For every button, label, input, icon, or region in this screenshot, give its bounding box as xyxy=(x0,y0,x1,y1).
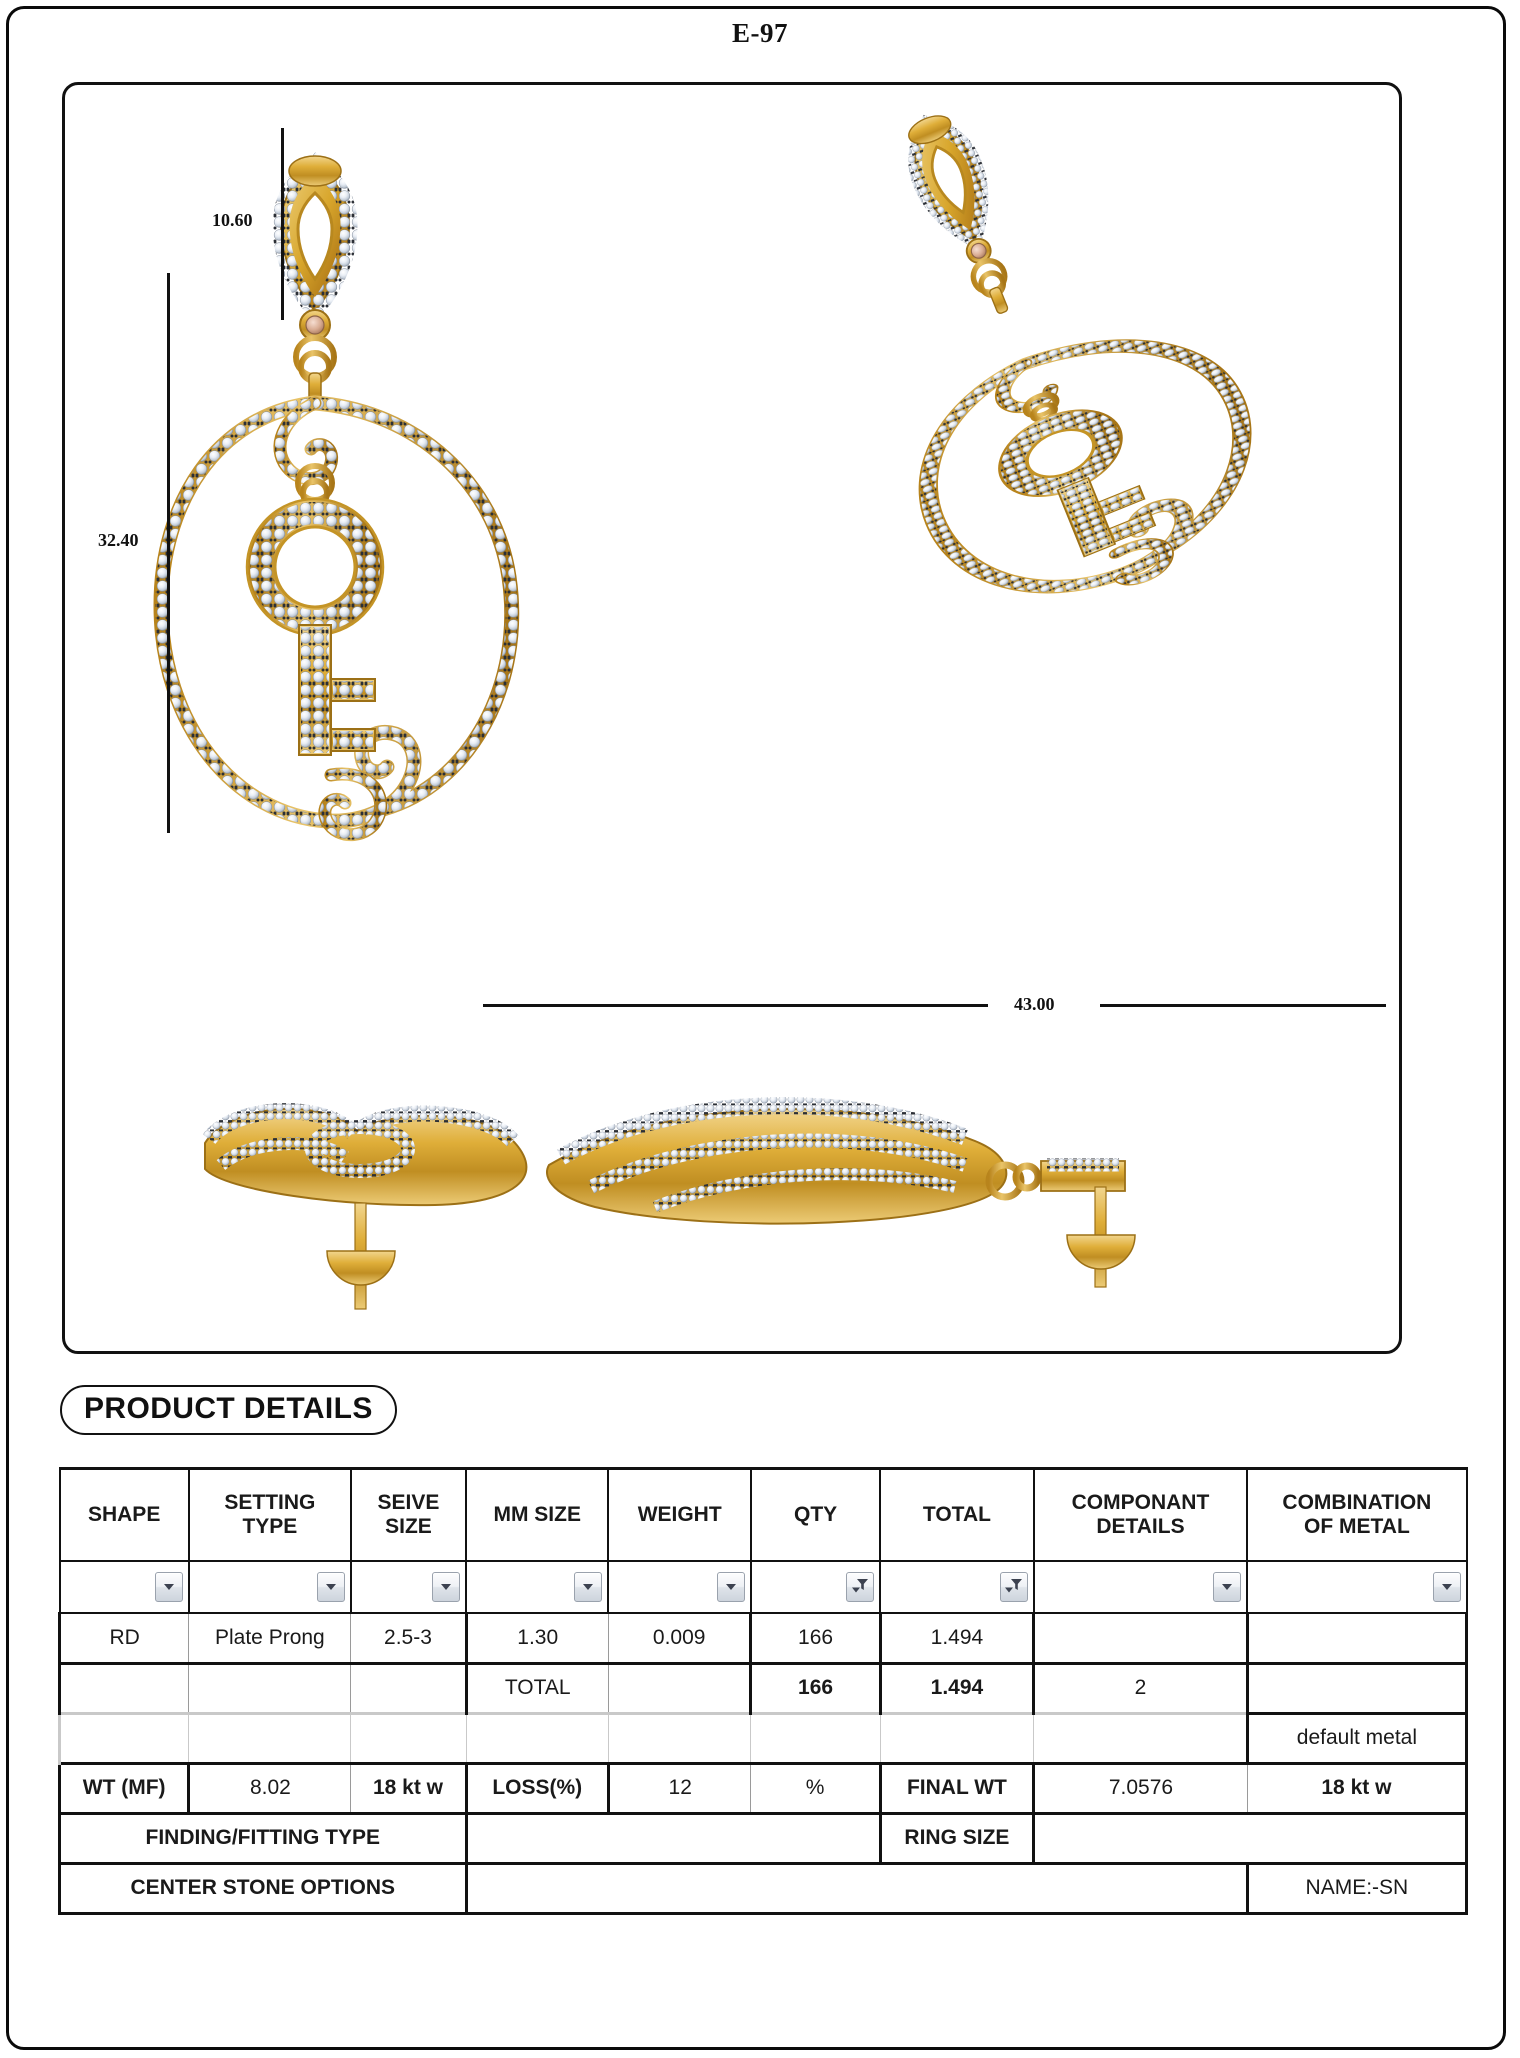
label-final-wt: FINAL WT xyxy=(880,1763,1033,1813)
column-header-qty: QTY xyxy=(751,1469,880,1562)
dropdown-arrow-icon[interactable] xyxy=(717,1572,745,1602)
cell-total-componant-details: 2 xyxy=(1034,1663,1248,1713)
dropdown-arrow-icon[interactable] xyxy=(1213,1572,1241,1602)
table-header-row xyxy=(60,1469,1467,1562)
cell-total-label: TOTAL xyxy=(466,1663,608,1713)
table-finding-row xyxy=(60,1813,1467,1863)
cell-shape: RD xyxy=(60,1613,189,1663)
value-finding-fitting-type xyxy=(466,1813,880,1863)
label-finding-fitting-type: FINDING/FITTING TYPE xyxy=(60,1813,467,1863)
dimension-line-43-00-right xyxy=(1100,1004,1386,1007)
value-final-wt-metal: 18 kt w xyxy=(1247,1763,1466,1813)
dimension-line-10-60 xyxy=(281,128,284,320)
dropdown-arrow-icon[interactable] xyxy=(155,1572,183,1602)
angled-view-earring xyxy=(794,85,1283,642)
dimension-label-32-40: 32.40 xyxy=(95,528,142,553)
table-row xyxy=(60,1613,1467,1663)
cell-dm-seive-size xyxy=(351,1713,466,1763)
side-view-earring-right xyxy=(547,1106,1135,1287)
cell-total-qty: 166 xyxy=(751,1663,880,1713)
label-ring-size: RING SIZE xyxy=(880,1813,1033,1863)
table-total-row xyxy=(60,1663,1467,1713)
value-wt-mf-metal: 18 kt w xyxy=(351,1763,466,1813)
funnel-glyph xyxy=(856,1578,869,1592)
cell-qty: 166 xyxy=(751,1613,880,1663)
column-header-shape: SHAPE xyxy=(60,1469,189,1562)
table-filter-row xyxy=(60,1561,1467,1613)
filter-funnel-icon[interactable] xyxy=(846,1572,874,1602)
cell-dm-mm-size xyxy=(466,1713,608,1763)
value-name-sn: NAME:-SN xyxy=(1247,1863,1466,1913)
funnel-glyph xyxy=(1010,1578,1023,1592)
cell-dm-weight xyxy=(608,1713,750,1763)
dropdown-arrow-icon[interactable] xyxy=(1433,1572,1461,1602)
filter-cell-seive-size[interactable] xyxy=(351,1561,466,1613)
cell-dm-setting-type xyxy=(189,1713,351,1763)
label-center-stone-options: CENTER STONE OPTIONS xyxy=(60,1863,467,1913)
label-loss-pct: LOSS(%) xyxy=(466,1763,608,1813)
cell-total-combination-of-metal xyxy=(1247,1663,1466,1713)
product-details-heading: PRODUCT DETAILS xyxy=(60,1385,397,1435)
value-ring-size xyxy=(1034,1813,1467,1863)
cell-total-setting-type xyxy=(189,1663,351,1713)
cell-combination-of-metal xyxy=(1247,1613,1466,1663)
filter-cell-total[interactable] xyxy=(880,1561,1033,1613)
cell-dm-total xyxy=(880,1713,1033,1763)
value-loss-pct: 12 xyxy=(608,1763,750,1813)
dropdown-arrow-icon[interactable] xyxy=(574,1572,602,1602)
cell-setting-type: Plate Prong xyxy=(189,1613,351,1663)
cell-total-weight xyxy=(608,1663,750,1713)
filter-cell-qty[interactable] xyxy=(751,1561,880,1613)
dropdown-arrow-icon[interactable] xyxy=(317,1572,345,1602)
value-center-stone-options xyxy=(466,1863,1247,1913)
cell-dm-qty xyxy=(751,1713,880,1763)
value-loss-unit: % xyxy=(751,1763,880,1813)
label-wt-mf: WT (MF) xyxy=(60,1763,189,1813)
cell-weight: 0.009 xyxy=(608,1613,750,1663)
cell-total-shape xyxy=(60,1663,189,1713)
filter-cell-combination-of-metal[interactable] xyxy=(1247,1561,1466,1613)
table-weight-row xyxy=(60,1763,1467,1813)
cell-default-metal: default metal xyxy=(1247,1713,1466,1763)
column-header-total: TOTAL xyxy=(880,1469,1033,1562)
page-title: E-97 xyxy=(732,18,788,48)
column-header-seive-size: SEIVE SIZE xyxy=(351,1469,466,1562)
cell-dm-shape xyxy=(60,1713,189,1763)
cell-dm-componant-details xyxy=(1034,1713,1248,1763)
jewelry-renders xyxy=(65,85,1402,1354)
dimension-label-10-60: 10.60 xyxy=(209,208,256,233)
dimension-line-32-40 xyxy=(167,273,170,833)
column-header-mm-size: MM SIZE xyxy=(466,1469,608,1562)
table-center-stone-row xyxy=(60,1863,1467,1913)
value-final-wt: 7.0576 xyxy=(1034,1763,1248,1813)
dimension-line-43-00-left xyxy=(483,1004,988,1007)
filter-cell-setting-type[interactable] xyxy=(189,1561,351,1613)
column-header-componant-details: COMPONANT DETAILS xyxy=(1034,1469,1248,1562)
side-view-earring-left xyxy=(205,1109,526,1309)
cell-componant-details xyxy=(1034,1613,1248,1663)
dropdown-arrow-icon[interactable] xyxy=(432,1572,460,1602)
filter-cell-componant-details[interactable] xyxy=(1034,1561,1248,1613)
column-header-setting-type: SETTING TYPE xyxy=(189,1469,351,1562)
cell-total-total: 1.494 xyxy=(880,1663,1033,1713)
cell-total-seive-size xyxy=(351,1663,466,1713)
front-view-earring xyxy=(161,156,512,835)
table-default-metal-row xyxy=(60,1713,1467,1763)
column-header-weight: WEIGHT xyxy=(608,1469,750,1562)
cell-mm-size: 1.30 xyxy=(466,1613,608,1663)
filter-cell-shape[interactable] xyxy=(60,1561,189,1613)
dimension-label-43-00: 43.00 xyxy=(1010,993,1059,1016)
cell-seive-size: 2.5-3 xyxy=(351,1613,466,1663)
product-render-panel xyxy=(62,82,1402,1354)
filter-funnel-icon[interactable] xyxy=(1000,1572,1028,1602)
cell-total: 1.494 xyxy=(880,1613,1033,1663)
value-wt-mf: 8.02 xyxy=(189,1763,351,1813)
product-details-table xyxy=(58,1467,1468,1915)
filter-cell-mm-size[interactable] xyxy=(466,1561,608,1613)
filter-cell-weight[interactable] xyxy=(608,1561,750,1613)
column-header-combination-of-metal: COMBINATION OF METAL xyxy=(1247,1469,1466,1562)
